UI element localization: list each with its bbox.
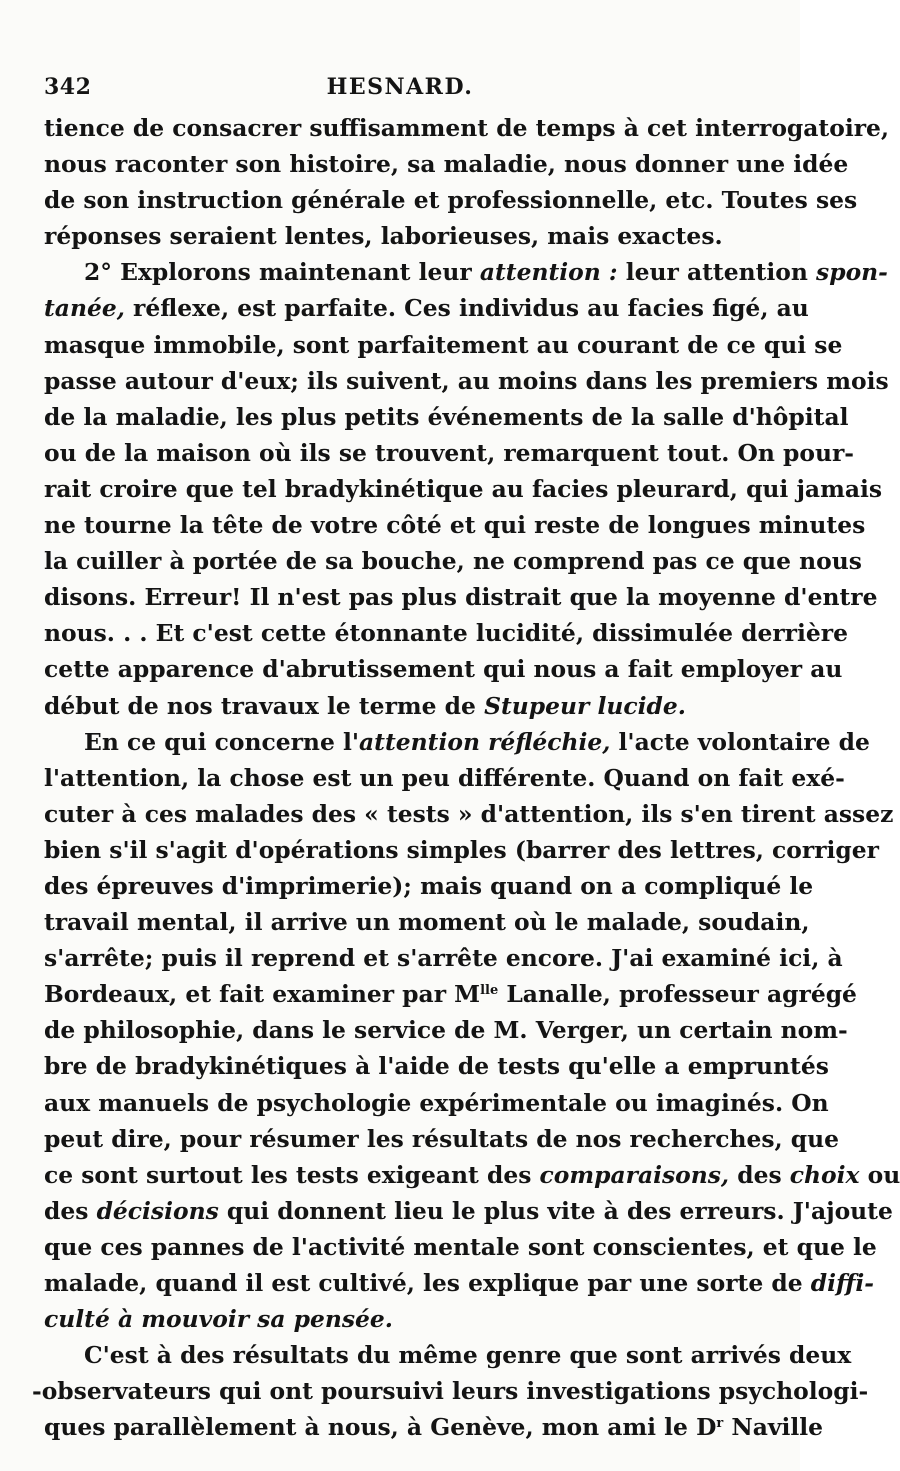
text-line xyxy=(44,1157,900,1193)
text-segment: ques parallèlement à nous, à Genève, mon ami le D xyxy=(44,1413,717,1442)
text-line xyxy=(44,651,843,687)
text-line xyxy=(44,1337,852,1373)
italic-text: Stupeur lucide. xyxy=(484,691,686,720)
text-segment: Lanalle, professeur agrégé xyxy=(498,980,857,1009)
italic-text: diffi- xyxy=(810,1269,874,1297)
text-segment: passe autour d'eux; ils suivent, au moins dans les premiers mois xyxy=(44,366,889,395)
text-line xyxy=(44,832,879,868)
text-segment: de son instruction générale et professionnelle, etc. Toutes ses xyxy=(44,186,858,215)
text-line xyxy=(44,760,845,796)
text-line xyxy=(44,471,883,507)
text-segment: début de nos travaux le terme de xyxy=(44,691,485,720)
italic-text: culté à mouvoir sa pensée. xyxy=(44,1305,393,1334)
text-line xyxy=(44,1012,848,1048)
text-segment: disons. Erreur! Il n'est pas plus distrait que la moyenne d'entre xyxy=(44,583,878,612)
text-segment: aux manuels de psychologie expérimentale ou imaginés. On xyxy=(44,1088,829,1117)
text-line xyxy=(44,1301,756,1337)
text-line xyxy=(44,1048,829,1084)
body-text xyxy=(32,110,900,1445)
text-line xyxy=(44,1229,877,1265)
text-line xyxy=(44,579,878,615)
page-header xyxy=(44,74,756,104)
text-line xyxy=(44,796,894,832)
text-segment: cuter à ces malades des « tests » d'attention, ils s'en tirent assez xyxy=(44,799,894,828)
text-line xyxy=(44,543,862,579)
text-line xyxy=(44,688,756,724)
text-segment: nous. . . Et c'est cette étonnante lucidité, dissimulée derrière xyxy=(44,619,848,648)
running-head: HESNARD. xyxy=(326,74,474,100)
text-line xyxy=(44,507,866,543)
text-segment: 2° Explorons maintenant leur xyxy=(84,258,480,287)
italic-text: attention réfléchie, xyxy=(359,727,611,756)
text-line xyxy=(44,615,848,651)
text-segment: des xyxy=(44,1196,97,1225)
text-segment: En ce qui concerne l' xyxy=(84,727,360,756)
text-segment: ou de la maison où ils se trouvent, remarquent tout. On pour- xyxy=(44,438,855,467)
text-segment: tience de consacrer suffisamment de temps à cet interrogatoire, xyxy=(44,114,890,142)
text-segment: de la maladie, les plus petits événements de la salle d'hôpital xyxy=(44,402,849,431)
text-segment: l'attention, la chose est un peu différente. Quand on fait exé- xyxy=(44,763,845,792)
text-segment: ne tourne la tête de votre côté et qui reste de longues minutes xyxy=(44,511,866,540)
text-segment: qui donnent lieu le plus vite à des erreurs. J'ajoute xyxy=(218,1196,893,1225)
text-line xyxy=(44,399,849,435)
italic-text: spon- xyxy=(816,258,888,287)
text-line xyxy=(44,110,890,146)
text-segment: bien s'il s'agit d'opérations simples (barrer des lettres, corriger xyxy=(44,835,879,864)
text-segment: malade, quand il est cultivé, les explique par une sorte de xyxy=(44,1269,811,1297)
text-segment: rait croire que tel bradykinétique au facies pleurard, qui jamais xyxy=(44,474,883,503)
text-line xyxy=(44,940,843,976)
text-segment: bre de bradykinétiques à l'aide de tests qu'elle a empruntés xyxy=(44,1052,829,1081)
text-segment: masque immobile, sont parfaitement au courant de ce qui se xyxy=(44,330,843,359)
text-line xyxy=(44,868,814,904)
text-line xyxy=(44,1193,893,1229)
text-segment: -observateurs qui ont poursuivi leurs investigations psychologi- xyxy=(32,1377,869,1406)
text-segment: la cuiller à portée de sa bouche, ne comprend pas ce que nous xyxy=(44,547,862,576)
text-segment: des épreuves d'imprimerie); mais quand on a compliqué le xyxy=(44,871,814,900)
superscript: lle xyxy=(480,983,499,999)
italic-text: décisions xyxy=(96,1196,219,1225)
text-line xyxy=(44,1265,874,1301)
superscript: r xyxy=(716,1416,724,1432)
text-segment: réponses seraient lentes, laborieuses, mais exactes. xyxy=(44,222,723,251)
text-line xyxy=(44,327,843,363)
text-segment: ce sont surtout les tests exigeant des xyxy=(44,1160,540,1189)
italic-text: tanée, xyxy=(44,294,125,323)
text-line xyxy=(44,1409,824,1445)
text-segment: l'acte volontaire de xyxy=(610,727,870,756)
text-segment: s'arrête; puis il reprend et s'arrête encore. J'ai examiné ici, à xyxy=(44,944,843,973)
text-segment: leur attention xyxy=(617,258,817,287)
text-segment: Naville xyxy=(723,1413,824,1442)
text-line xyxy=(44,904,810,940)
page-number: 342 xyxy=(44,74,92,100)
text-line xyxy=(44,290,809,326)
text-segment: C'est à des résultats du même genre que sont arrivés deux xyxy=(84,1341,852,1370)
text-segment: peut dire, pour résumer les résultats de nos recherches, que xyxy=(44,1124,840,1153)
text-segment: des xyxy=(729,1160,790,1189)
text-segment: de philosophie, dans le service de M. Verger, un certain nom- xyxy=(44,1016,848,1045)
text-line xyxy=(44,363,889,399)
text-line xyxy=(44,1085,829,1121)
text-segment: ou xyxy=(859,1160,900,1189)
text-line xyxy=(44,724,870,760)
text-line xyxy=(44,218,756,254)
italic-text: choix xyxy=(789,1160,860,1189)
text-segment: que ces pannes de l'activité mentale sont conscientes, et que le xyxy=(44,1232,877,1261)
text-line xyxy=(44,146,849,182)
italic-text: attention : xyxy=(479,258,618,287)
text-segment: nous raconter son histoire, sa maladie, nous donner une idée xyxy=(44,150,849,179)
text-segment: réflexe, est parfaite. Ces individus au facies figé, au xyxy=(124,294,809,323)
text-line xyxy=(44,254,888,290)
text-line xyxy=(44,976,857,1012)
text-line xyxy=(44,435,855,471)
text-line xyxy=(44,182,858,218)
text-segment: travail mental, il arrive un moment où le malade, soudain, xyxy=(44,908,810,937)
italic-text: comparaisons, xyxy=(539,1160,730,1189)
text-line xyxy=(32,1373,869,1409)
text-segment: Bordeaux, et fait examiner par M xyxy=(44,980,481,1009)
text-line xyxy=(44,1121,840,1157)
text-segment: cette apparence d'abrutissement qui nous a fait employer au xyxy=(44,655,843,684)
